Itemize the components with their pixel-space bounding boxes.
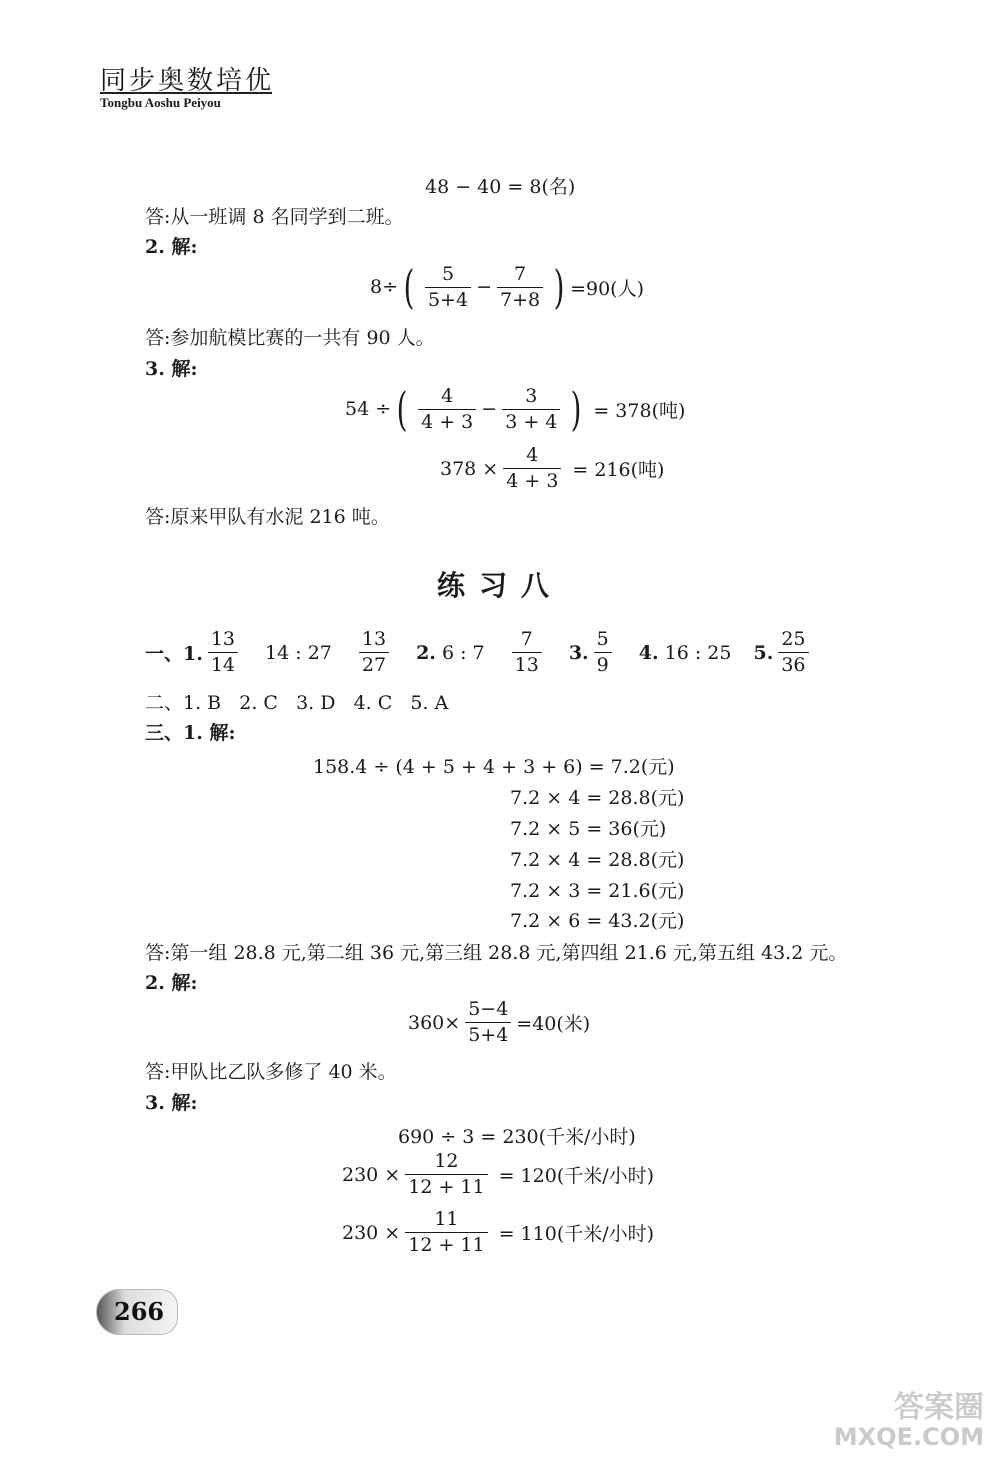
equation-1: 48 − 40 = 8(名) (425, 176, 576, 198)
section-title: 练习八 (436, 569, 563, 602)
eq3-lead: 54 ÷ (345, 398, 392, 420)
equation-3 (345, 382, 686, 436)
fraction: $\frac{13}{14}$ (208, 630, 238, 675)
watermark-line-2: MXQE.COM (833, 1422, 984, 1451)
answer-1: 答:从一班调 8 名同学到二班。 (145, 206, 404, 228)
watermark-line-1: 答案圈 (894, 1389, 984, 1425)
calc-line: 7.2 × 4 = 28.8(元) (510, 787, 685, 809)
equation-4 (440, 446, 664, 491)
equation-2 (370, 260, 644, 314)
eq2-lead: 8÷ (370, 276, 399, 298)
question-3-label: 3. 解: (145, 358, 198, 380)
item-number: 4. (638, 641, 659, 664)
header-rule (100, 92, 272, 94)
calc-line: 7.2 × 4 = 28.8(元) (510, 849, 685, 871)
eq4-lead: 378 × (440, 457, 499, 480)
equation-b4 (342, 1152, 654, 1197)
calc-line: 7.2 × 6 = 43.2(元) (510, 910, 685, 932)
eqb5-tail: = 110(千米/小时) (498, 1223, 655, 1245)
eqb2-tail: =40(米) (516, 1013, 591, 1035)
item-number: 3. (568, 641, 589, 664)
right-paren: ) (570, 382, 582, 436)
answer-part-three-2: 答:甲队比乙队多修了 40 米。 (145, 1061, 397, 1083)
fraction: $\frac{12}{12 + 11}$ (405, 1152, 487, 1197)
answer-part-three-1: 答:第一组 28.8 元,第二组 36 元,第三组 28.8 元,第四组 21.6 元,第五组 43.2 元。 (145, 942, 848, 964)
question-3-label: 3. 解: (145, 1092, 198, 1114)
question-2-label: 2. 解: (145, 236, 198, 258)
ratio: 6 : 7 (441, 641, 485, 664)
fraction: $\frac{7}{13}$ (512, 630, 542, 675)
label-one: 一、1. (145, 643, 203, 665)
right-paren: ) (553, 260, 565, 314)
answer-3: 答:原来甲队有水泥 216 吨。 (145, 506, 390, 528)
fraction: $\frac{4}{4 + 3}$ (503, 446, 561, 491)
fraction: $\frac{5-4}{5+4}$ (465, 1000, 511, 1045)
item-number: 5. (753, 641, 774, 664)
answers-part-one (145, 630, 814, 675)
item-number: 2. (416, 641, 436, 664)
eq2-tail: =90(人) (570, 277, 644, 300)
ratio: 16 : 25 (664, 641, 732, 664)
header-title-en: Tongbu Aoshu Peiyou (100, 95, 221, 110)
header-title-cn: 同步奥数培优 (100, 66, 275, 96)
eq3-tail: = 378(吨) (593, 399, 686, 422)
equation-b5 (342, 1210, 654, 1255)
minus-sign: − (476, 276, 492, 298)
eqb2-lead: 360× (408, 1011, 461, 1034)
calc-line: 7.2 × 5 = 36(元) (510, 818, 667, 840)
fraction: $\frac{5}{9}$ (594, 630, 612, 675)
equation-b2 (408, 1000, 590, 1045)
fraction: $\frac{25}{36}$ (778, 630, 808, 675)
eqb4-tail: = 120(千米/小时) (498, 1165, 655, 1187)
left-paren: ( (396, 382, 408, 436)
ratio: 14 : 27 (265, 641, 332, 664)
question-2-label: 2. 解: (145, 972, 198, 994)
watermark (834, 1391, 984, 1450)
equation-b3: 690 ÷ 3 = 230(千米/小时) (398, 1126, 636, 1148)
page-number: 266 (114, 1297, 165, 1326)
fraction: $\frac{11}{12 + 11}$ (405, 1210, 487, 1255)
calc-line: 7.2 × 3 = 21.6(元) (510, 880, 685, 902)
answers-part-two: 二、1. B 2. C 3. D 4. C 5. A (145, 692, 449, 714)
fraction: $\frac{7}{7+8}$ (497, 265, 543, 310)
eq4-tail: = 216(吨) (572, 459, 665, 481)
answer-2: 答:参加航模比赛的一共有 90 人。 (145, 327, 435, 349)
fraction: $\frac{4}{4 + 3}$ (418, 387, 476, 432)
left-paren: ( (403, 260, 415, 314)
fraction: $\frac{13}{27}$ (359, 630, 389, 675)
fraction: $\frac{5}{5+4}$ (425, 265, 471, 310)
fraction: $\frac{3}{3 + 4}$ (502, 387, 560, 432)
eqb4-lead: 230 × (342, 1163, 401, 1186)
calc-line: 158.4 ÷ (4 + 5 + 4 + 3 + 6) = 7.2(元) (313, 756, 675, 778)
eqb5-lead: 230 × (342, 1221, 401, 1244)
minus-sign: − (481, 398, 498, 420)
part-three-label: 三、1. 解: (145, 722, 236, 744)
